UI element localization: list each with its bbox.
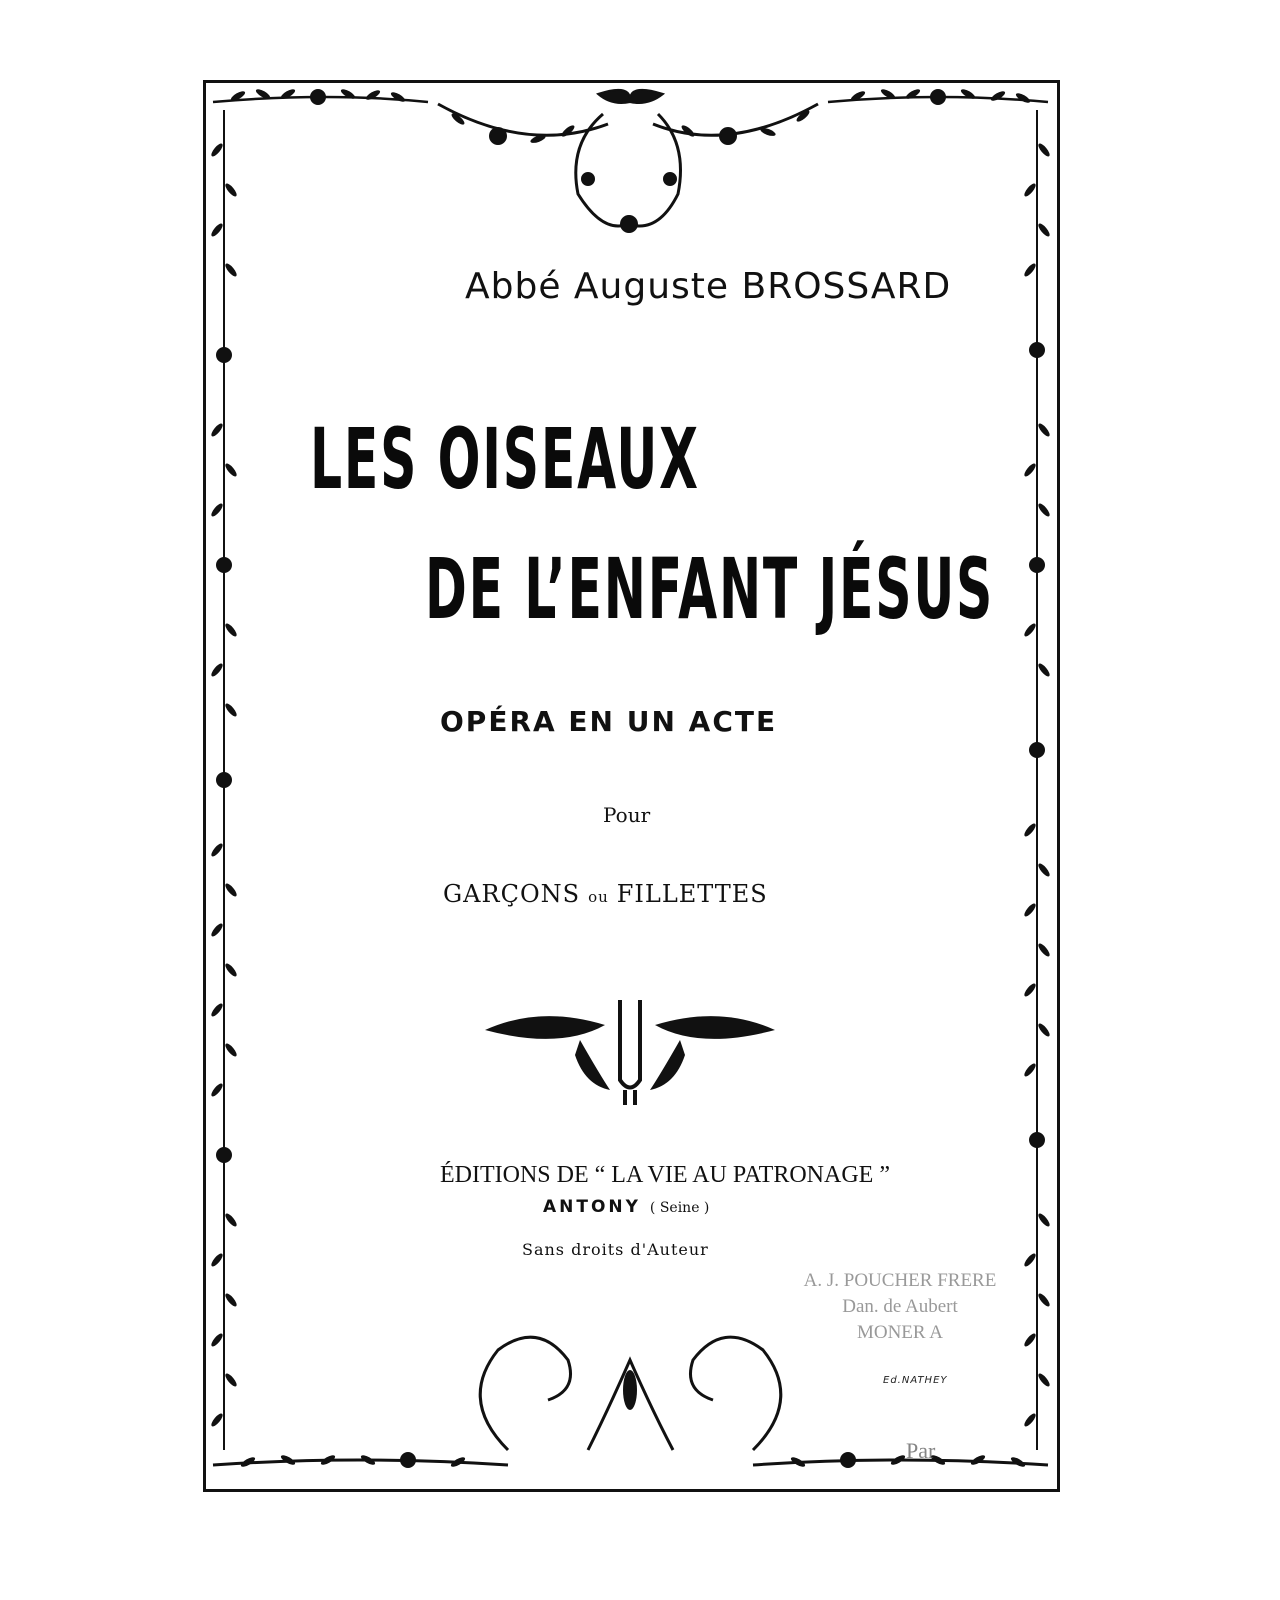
left-vine [207,110,241,1450]
audience-line [443,880,768,908]
right-vine [1020,110,1054,1450]
stamp-line-2: Dan. de Aubert [842,1296,958,1317]
publisher-editions: ÉDITIONS DE “ LA VIE AU PATRONAGE ” [440,1162,890,1188]
top-garland [208,84,1053,244]
margin-mark: Par [906,1438,936,1463]
library-stamp [780,1268,1020,1348]
publisher-region: ( Seine ) [649,1200,710,1216]
leaf-ornament [480,995,780,1110]
rights-note: Sans droits d'Auteur [522,1240,709,1259]
publisher-city-line [543,1197,709,1217]
publisher-city: ANTONY [543,1197,641,1217]
audience-girls: FILLETTES [616,880,768,908]
title-line-1: LES OISEAUX [310,410,700,508]
pour-label: Pour [603,803,651,827]
audience-boys: GARÇONS [443,880,581,908]
stamp-line-1: A. J. POUCHER FRERE [803,1270,997,1291]
subtitle: OPÉRA EN UN ACTE [440,705,778,738]
title-line-2: DE L’ENFANT JÉSUS [425,540,995,638]
stamp-line-3: MONER A [856,1322,944,1343]
printer-mark: Ed.NATHEY [883,1375,948,1386]
audience-conjunction: ou [588,888,609,906]
author-name: Abbé Auguste BROSSARD [465,266,952,307]
